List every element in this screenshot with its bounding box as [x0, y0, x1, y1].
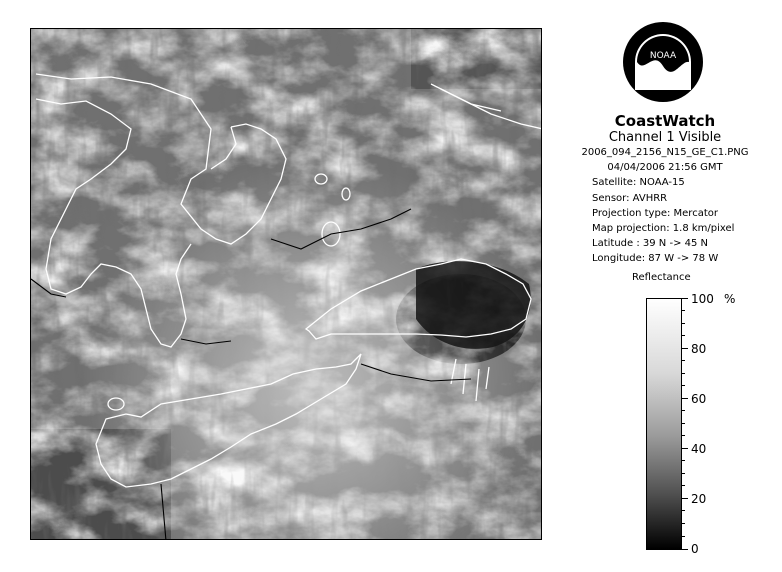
meta-satellite — [592, 177, 685, 188]
page-title: CoastWatch — [614, 112, 716, 130]
colorbar-label-0: 0 — [691, 542, 699, 556]
legend-title: Reflectance — [632, 272, 691, 283]
colorbar-minor-tick — [682, 423, 685, 424]
meta-longitude — [592, 253, 718, 264]
image-datetime: 04/04/2006 21:56 GMT — [607, 162, 723, 173]
meta-map-projection — [592, 223, 734, 234]
colorbar-minor-tick — [682, 335, 685, 336]
colorbar-minor-tick — [682, 385, 685, 386]
noaa-logo — [621, 20, 705, 104]
colorbar-minor-tick — [682, 373, 685, 374]
meta-sensor — [592, 193, 667, 204]
meta-label: Map projection: — [592, 223, 670, 234]
colorbar-tick — [682, 298, 688, 299]
colorbar-minor-tick — [682, 323, 685, 324]
meta-value: 87 W -> 78 W — [648, 253, 719, 264]
colorbar-label-80: 80 — [691, 342, 707, 356]
noaa-logo-text: NOAA — [649, 51, 677, 61]
colorbar-minor-tick — [682, 310, 685, 311]
meta-label: Latitude : — [592, 238, 640, 249]
colorbar-minor-tick — [682, 360, 685, 361]
channel-subtitle: Channel 1 Visible — [608, 130, 722, 145]
colorbar-tick — [682, 549, 688, 550]
satellite-image — [30, 28, 542, 540]
colorbar-minor-tick — [682, 523, 685, 524]
colorbar-minor-tick — [682, 485, 685, 486]
colorbar-minor-tick — [682, 460, 685, 461]
reflectance-colorbar — [646, 298, 682, 550]
meta-label: Sensor: — [592, 193, 630, 204]
colorbar-minor-tick — [682, 473, 685, 474]
meta-latitude — [592, 238, 708, 249]
colorbar-minor-tick — [682, 536, 685, 537]
meta-value: 39 N -> 45 N — [642, 238, 709, 249]
colorbar-label-100: 100 — [691, 292, 714, 306]
meta-value: 1.8 km/pixel — [672, 223, 735, 234]
image-filename: 2006_094_2156_N15_GE_C1.PNG — [581, 147, 749, 158]
meta-label: Projection type: — [592, 208, 671, 219]
meta-value: AVHRR — [632, 193, 668, 204]
colorbar-label-20: 20 — [691, 492, 707, 506]
colorbar-tick — [682, 398, 688, 399]
colorbar-label-40: 40 — [691, 442, 707, 456]
colorbar-tick — [682, 448, 688, 449]
colorbar-tick — [682, 498, 688, 499]
colorbar-label-60: 60 — [691, 392, 707, 406]
satellite-image-svg — [31, 29, 542, 540]
legend-unit: % — [724, 292, 736, 306]
meta-label: Satellite: — [592, 177, 637, 188]
colorbar-tick — [682, 348, 688, 349]
meta-value: NOAA-15 — [639, 177, 685, 188]
meta-label: Longitude: — [592, 253, 646, 264]
meta-value: Mercator — [673, 208, 718, 219]
colorbar-minor-tick — [682, 410, 685, 411]
colorbar-minor-tick — [682, 435, 685, 436]
colorbar-minor-tick — [682, 510, 685, 511]
meta-projection-type — [592, 208, 718, 219]
